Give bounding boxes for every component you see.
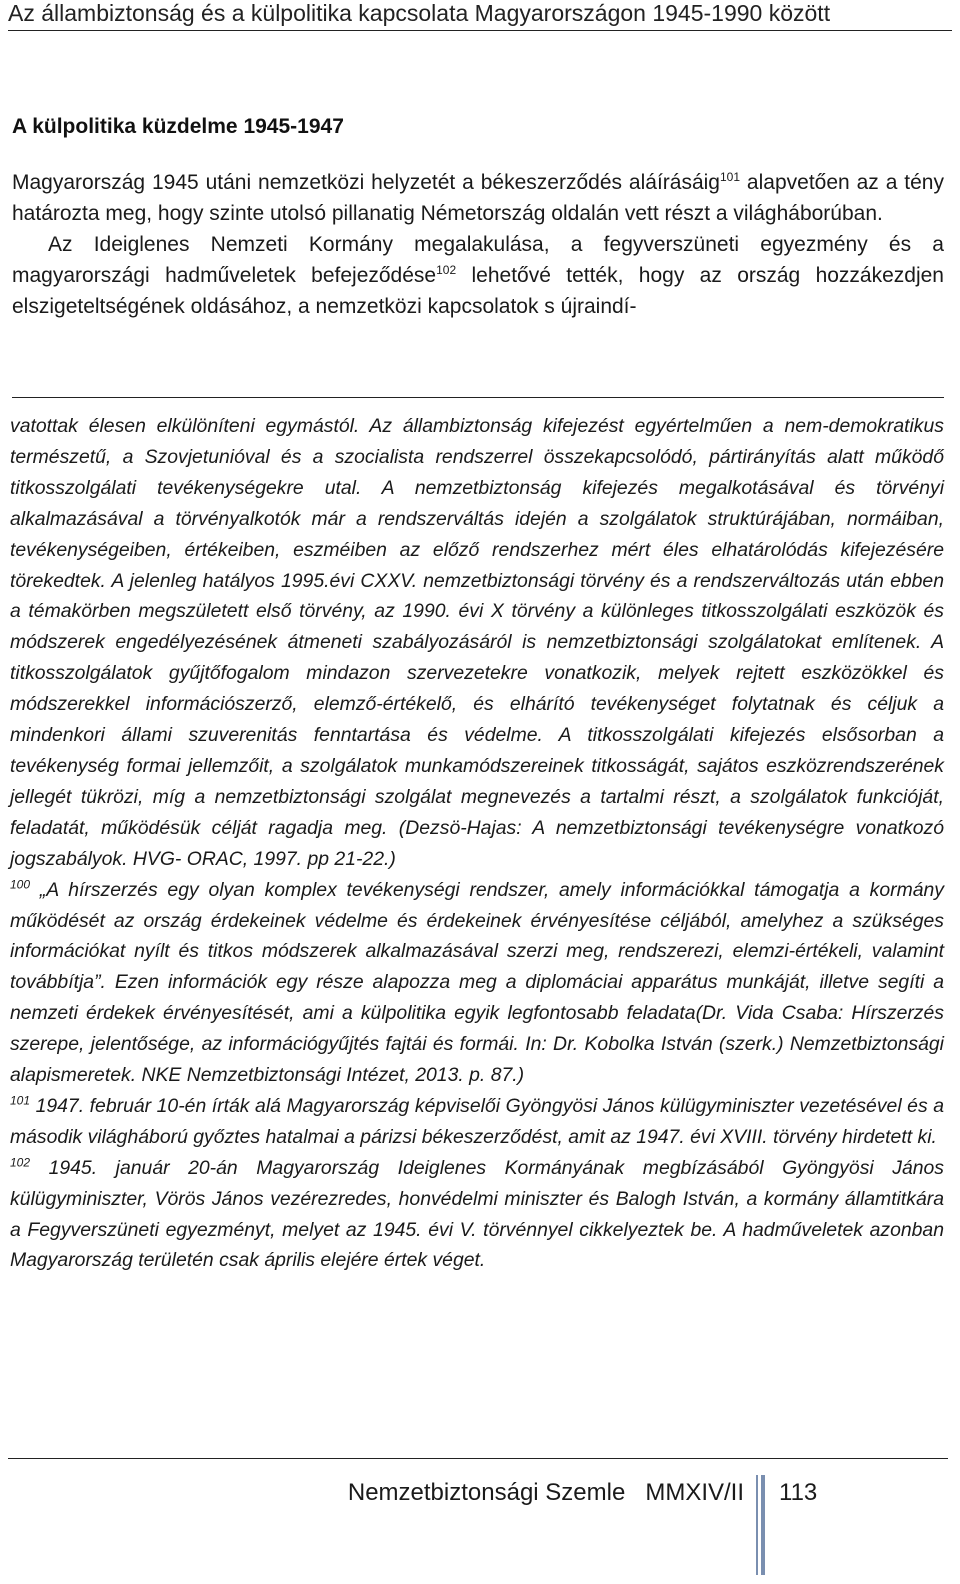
body-paragraph-1: Magyarország 1945 utáni nemzetközi helyzetét a békeszerződés aláírásáig$^{101}$ alapvetően az a tény határozta meg, hogy szinte utolsó pillanatig Németország oldalán vett részt a világháborúban. bbox=[12, 170, 944, 225]
section-title: A külpolitika küzdelme 1945-1947 bbox=[12, 115, 344, 138]
page-footer bbox=[0, 1475, 960, 1525]
running-header: Az állambiztonság és a külpolitika kapcsolata Magyarországon 1945-1990 között bbox=[8, 0, 952, 31]
footnote-ref-101[interactable]: 101 bbox=[719, 170, 741, 184]
footnote-separator bbox=[12, 397, 944, 398]
footer-divider-bars bbox=[756, 1475, 768, 1575]
journal-issue bbox=[348, 1475, 744, 1511]
footnote-continuation: vatottak élesen elkülöníteni egymástól. Az állambiztonság kifejezést egyértelműen a nem-demokratikus természetű, a Szovjetunióval és a szocialista rendszerrel összekapcsolódó, pártirányítás alatt működő titkosszolgálati tevékenységekre utal. A nemzetbiztonság kifejezés megalkotásával és törvényi alkalmazásával a törvényalkotók már a rendszerváltás idején a szolgálatok struktúrájában, normáiban, tevékenységeiben, értékeiben, eszméiben az előző rendszerhez mért éles elhatárolódás kifejezésére törekedtek. A jelenleg hatályos 1995.évi CXXV. nemzetbiztonsági törvény és a rendszerváltozás után ebben a témakörben megszületett első törvény, az 1990. évi X törvény a különleges titkosszolgálati eszközök és módszerek engedélyezésének átmeneti szabályozásáról is nemzetbiztonsági szolgálatokat említenek. A titkosszolgálatok gyűjtőfogalom mindazon szervezetekre vonatkozik, melyek rejtett eszközökkel és módszerekkel információszerző, elemző-értékelő, és elhárító tevékenységet folytatnak és céljuk a mindenkori állami szuverenitás fenntartása és védelme. A titkosszolgálati kifejezés elsősorban a tevékenység formai jellemzőit, a szolgálatok munkamódszereinek titkosságát, sajátos eszközrendszerének jellegét tükrözi, míg a nemzetbiztonsági szolgálat megnevezés a tartalmi részt, a szolgálatok funkcióját, feladatát, működésük célját ragadja meg. (Dezsö-Hajas: A nemzetbiztonsági tevékenységre vonatkozó jogszabályok. HVG- ORAC, 1997. pp 21-22.) bbox=[10, 415, 944, 870]
footnote-number: 102 bbox=[10, 1155, 31, 1170]
body-paragraph-2: Az Ideiglenes Nemzeti Kormány megalakulása, a fegyverszüneti egyezmény és a magyarországi hadműveletek befejeződése$^{102}$ lehetővé tették, hogy az ország hozzákezdjen elszigeteltségének oldásához, a nemzetközi kapcsolatok s újraindí- bbox=[12, 233, 944, 318]
body-text bbox=[12, 167, 944, 322]
journal-name: Nemzetbiztonsági Szemle bbox=[347, 1479, 626, 1506]
issue-label: MMXIV/II bbox=[645, 1479, 744, 1506]
footnote-100: $^{100}$ „A hírszerzés egy olyan komplex tevékenységi rendszer, amely információkkal támogatja a kormány működését az ország érdekeinek védelme és érdekeinek érvényesítése céljából, amelyhez a szükséges információkat nyílt és titkos módszerek alkalmazásával szerzi meg, rendszerezi, elemzi-értékeli, valamint továbbítja”. Ezen információk egy része alapozza meg a diplomáciai apparátus munkáját, illetve segíti a nemzeti érdekek érvényesítését, ami a külpolitika egyik legfontosabb feladata(Dr. Vida Csaba: Hírszerzés szerepe, jelentősége, az információgyűjtés fajtái és formái. In: Dr. Kobolka István (szerk.) Nemzetbiztonsági alapismeretek. NKE Nemzetbiztonsági Intézet, 2013. p. 87.) bbox=[10, 877, 944, 1087]
footer-separator bbox=[8, 1458, 948, 1459]
footnote-101: $^{101}$ 1947. február 10-én írták alá Magyarország képviselői Gyöngyösi János külügyminiszter vezetésével és a második világháború győztes hatalmai a párizsi békeszerződést, amit az 1947. évi XVIII. törvény hirdetett ki. bbox=[10, 1093, 944, 1148]
page-number: 113 bbox=[779, 1479, 818, 1506]
footnote-ref-102[interactable]: 102 bbox=[436, 263, 457, 277]
footnotes bbox=[10, 411, 944, 1276]
footnote-102: $^{102}$ 1945. január 20-án Magyarország Ideiglenes Kormányának megbízásából Gyöngyösi János külügyminiszter, Vörös János vezérezredes, honvédelmi miniszter és Balogh István, a kormány államtitkára a Fegyverszüneti egyezményt, melyet az 1945. évi V. törvénnyel cikkelyeztek be. A hadműveletek azonban Magyarország területén csak április elejére értek véget. bbox=[10, 1155, 944, 1272]
footnote-number: 101 bbox=[10, 1093, 31, 1108]
footnote-number: 100 bbox=[10, 877, 31, 892]
